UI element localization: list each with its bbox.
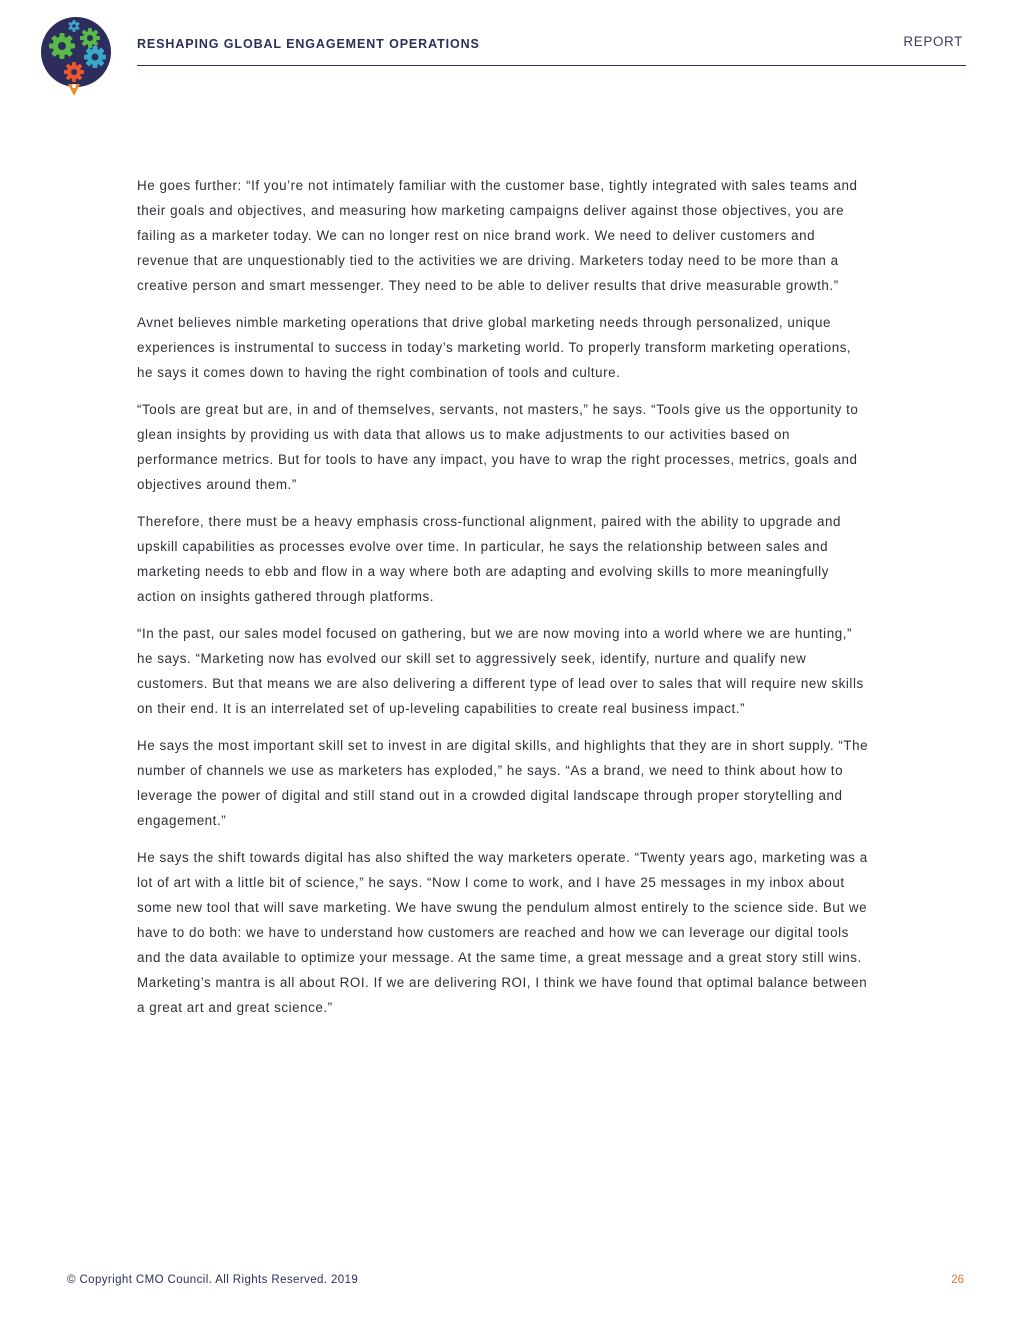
gears-logo-icon [40,16,112,100]
copyright-notice: © Copyright CMO Council. All Rights Reserved. 2019 [67,1274,359,1286]
paragraph: Therefore, there must be a heavy emphasis cross-functional alignment, paired with the ability to upgrade and upskill capabilities as processes evolve over time. In particular, he says the relationship between sales and marketing needs to ebb and flow in a way where both are adapting and evolving skills to more meaningfully action on insights gathered through platforms. [137,514,841,604]
paragraph: “Tools are great but are, in and of themselves, servants, not masters,” he says. “Tools give us the opportunity to glean insights by providing us with data that allows us to make adjustments to our activities based on performance metrics. But for tools to have any impact, you have to wrap the right processes, metrics, goals and objectives around them.” [137,402,859,492]
paragraph: He says the shift towards digital has also shifted the way marketers operate. “Twenty years ago, marketing was a lot of art with a little bit of science,” he says. “Now I come to work, and I have 25 messages in my inbox about some new tool that will save marketing. We have swung the pendulum almost entirely to the science side. But we have to do both: we have to understand how customers are reached and how we can leverage our digital tools and the data available to optimize your message. At the same time, a great message and a great story still wins. Marketing’s mantra is all about ROI. If we are delivering ROI, I think we have found that optimal balance between a great art and great science.” [137,850,868,1015]
paragraph: He says the most important skill set to invest in are digital skills, and highlights that they are in short supply. “The number of channels we use as marketers has exploded,” he says. “As a brand, we need to think about how to leverage the power of digital and still stand out in a crowded digital landscape through proper storytelling and engagement.” [137,738,869,828]
paragraph: He goes further: “If you’re not intimately familiar with the customer base, tightly integrated with sales teams and their goals and objectives, and measuring how marketing campaigns deliver against those objectives, you are failing as a marketer today. We can no longer rest on nice brand work. We need to deliver customers and revenue that are unquestionably tied to the activities we are driving. Marketers today need to be more than a creative person and smart messenger. They need to be able to deliver results that drive measurable growth.” [137,178,858,293]
report-type-label: REPORT [903,34,963,49]
report-title: RESHAPING GLOBAL ENGAGEMENT OPERATIONS [137,37,480,51]
article-body [137,173,869,1032]
paragraph: “In the past, our sales model focused on gathering, but we are now moving into a world where we are hunting,” he says. “Marketing now has evolved our skill set to aggressively seek, identify, nurture and qualify new customers. But that means we are also delivering a different type of lead over to sales that will require new skills on their end. It is an interrelated set of up-leveling capabilities to create real business impact.” [137,626,864,716]
header-divider [137,65,966,66]
paragraph: Avnet believes nimble marketing operations that drive global marketing needs through personalized, unique experiences is instrumental to success in today’s marketing world. To properly transform marketing operations, he says it comes down to having the right combination of tools and culture. [137,315,852,380]
page-number: 26 [951,1274,964,1286]
